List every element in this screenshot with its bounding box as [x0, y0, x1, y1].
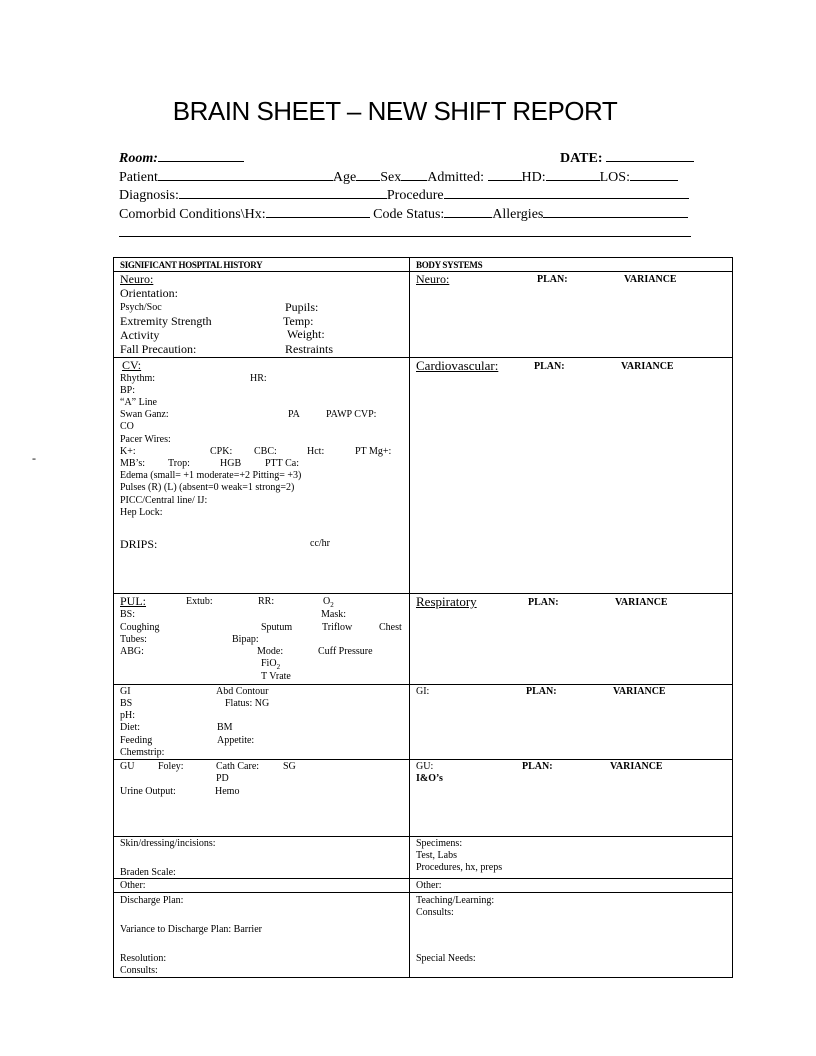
sex-field[interactable]	[401, 167, 427, 181]
hr-label: HR:	[250, 373, 267, 384]
cpk-label: CPK:	[210, 446, 233, 457]
pulses-label: Pulses (R) (L) (absent=0 weak=1 strong=2)	[120, 482, 295, 493]
page-title: BRAIN SHEET – NEW SHIFT REPORT	[172, 96, 618, 126]
date-label: DATE:	[560, 151, 603, 166]
variance-label: VARIANCE	[621, 361, 674, 372]
mode-label: Mode:	[257, 646, 284, 657]
row-divider	[114, 878, 732, 879]
header-underline	[119, 236, 691, 237]
age-field[interactable]	[356, 167, 380, 181]
io-label: I&O’s	[416, 773, 443, 784]
variance-label: VARIANCE	[615, 597, 668, 608]
restraints-label: Restraints	[285, 342, 333, 356]
hemo-label: Hemo	[215, 786, 240, 797]
code-status-field[interactable]	[444, 204, 492, 218]
room-label: Room:	[119, 151, 158, 166]
aline-label: “A” Line	[120, 397, 157, 408]
procedure-label: Procedure	[386, 188, 444, 203]
activity-label: Activity	[120, 328, 160, 342]
comorbid-row	[119, 204, 691, 223]
column-divider	[409, 258, 410, 977]
orientation-label: Orientation:	[120, 286, 178, 300]
pt-label: PT Mg+:	[355, 446, 392, 457]
variance-label: VARIANCE	[613, 686, 666, 697]
skin-label: Skin/dressing/incisions:	[120, 838, 216, 849]
plan-label: PLAN:	[528, 597, 559, 608]
hd-label: HD:	[521, 170, 546, 185]
braden-label: Braden Scale:	[120, 867, 176, 878]
variance-label: VARIANCE	[624, 274, 677, 285]
respiratory-title: Respiratory	[416, 594, 477, 609]
admitted-field[interactable]	[488, 167, 522, 181]
o2-text: O	[323, 596, 331, 607]
pa-label: PA	[288, 409, 300, 420]
hct-label: Hct:	[307, 446, 325, 457]
fio2-subscript: 2	[276, 663, 281, 671]
ptt-label: PTT Ca:	[265, 458, 299, 469]
rr-label: RR:	[258, 596, 275, 607]
tests-label: Test, Labs	[416, 850, 457, 861]
date-field[interactable]	[606, 148, 694, 162]
diagnosis-label: Diagnosis:	[119, 188, 179, 203]
plan-label: PLAN:	[522, 761, 553, 772]
co-label: CO	[120, 421, 134, 432]
pacer-label: Pacer Wires:	[120, 434, 171, 445]
pupils-label: Pupils:	[285, 300, 319, 314]
psych-label: Psych/Soc	[120, 302, 162, 313]
hgb-label: HGB	[220, 458, 242, 469]
gi-right-title: GI:	[416, 686, 430, 697]
cuff-label: Cuff Pressure	[318, 646, 373, 657]
procedure-field[interactable]	[444, 185, 689, 199]
mask-label: Mask:	[321, 609, 346, 620]
abd-label: Abd Contour	[216, 686, 269, 697]
fall-label: Fall Precaution:	[120, 342, 197, 356]
flatus-label: Flatus: NG	[225, 698, 270, 709]
edema-label: Edema (small= +1 moderate=+2 Pitting= +3)	[120, 470, 302, 481]
other-right-label: Other:	[416, 880, 442, 891]
diagnosis-field[interactable]	[179, 185, 387, 199]
k-label: K+:	[120, 446, 136, 457]
admitted-label: Admitted:	[427, 170, 484, 185]
o2-subscript: 2	[330, 601, 334, 609]
procedures-label: Procedures, hx, preps	[416, 862, 503, 873]
diet-label: Diet:	[120, 722, 140, 733]
cardiovascular-title: Cardiovascular:	[416, 358, 499, 373]
cbc-label: CBC:	[254, 446, 277, 457]
mbs-label: MB’s:	[120, 458, 146, 469]
allergies-field[interactable]	[543, 204, 688, 218]
cchr-label: cc/hr	[310, 538, 330, 549]
gi-title: GI	[120, 686, 131, 697]
triflow-label: Triflow	[322, 622, 353, 633]
row-divider	[114, 836, 732, 837]
gu-title: GU	[120, 761, 135, 772]
specimens-label: Specimens:	[416, 838, 463, 849]
plan-label: PLAN:	[526, 686, 557, 697]
sex-label: Sex	[380, 170, 402, 185]
foley-label: Foley:	[158, 761, 184, 772]
tvrate-label: T Vrate	[261, 671, 291, 682]
bm-label: BM	[217, 722, 233, 733]
cath-label: Cath Care:	[216, 761, 260, 772]
los-label: LOS:	[599, 170, 630, 185]
sg-label: SG	[283, 761, 296, 772]
extub-label: Extub:	[186, 596, 213, 607]
consults-left-label: Consults:	[120, 965, 158, 976]
feeding-label: Feeding	[120, 735, 153, 746]
fio2-text: FiO	[261, 658, 277, 669]
patient-row	[119, 167, 691, 186]
teaching-label: Teaching/Learning:	[416, 895, 495, 906]
hd-field[interactable]	[546, 167, 600, 181]
chemstrip-label: Chemstrip:	[120, 747, 165, 758]
chest-label: Chest	[379, 622, 402, 633]
special-needs-label: Special Needs:	[416, 953, 476, 964]
abg-label: ABG:	[120, 646, 144, 657]
swan-label: Swan Ganz:	[120, 409, 169, 420]
pul-title: PUL:	[120, 594, 147, 608]
coughing-label: Coughing	[120, 622, 160, 633]
age-label: Age	[332, 170, 357, 185]
room-date-row	[119, 148, 691, 167]
discharge-plan-label: Discharge Plan:	[120, 895, 184, 906]
cv-title: CV:	[122, 358, 142, 372]
resolution-label: Resolution:	[120, 953, 167, 964]
row-divider	[114, 759, 732, 760]
ph-label: pH:	[120, 710, 135, 721]
gu-right-title: GU:	[416, 761, 434, 772]
room-field[interactable]	[158, 148, 244, 162]
margin-mark: -	[32, 451, 36, 465]
consults-right-label: Consults:	[416, 907, 454, 918]
report-grid	[113, 257, 733, 978]
plan-label: PLAN:	[537, 274, 568, 285]
body-systems-header: BODY SYSTEMS	[416, 260, 483, 270]
weight-label: Weight:	[287, 327, 325, 341]
bipap-label: Bipap:	[232, 634, 259, 645]
allergies-label: Allergies	[492, 207, 544, 222]
comorbid-field[interactable]	[266, 204, 370, 218]
rhythm-label: Rhythm:	[120, 373, 156, 384]
sputum-label: Sputum	[261, 622, 293, 633]
extremity-label: Extremity Strength	[120, 314, 212, 328]
variance-label: VARIANCE	[610, 761, 663, 772]
patient-label: Patient	[119, 170, 158, 185]
row-divider	[114, 892, 732, 893]
row-divider	[114, 684, 732, 685]
trop-label: Trop:	[168, 458, 190, 469]
los-field[interactable]	[630, 167, 678, 181]
discharge-variance-label: Variance to Discharge Plan: Barrier	[120, 924, 262, 935]
diagnosis-row	[119, 185, 691, 204]
hep-lock-label: Hep Lock:	[120, 507, 163, 518]
picc-label: PICC/Central line/ IJ:	[120, 495, 208, 506]
neuro-title: Neuro:	[120, 272, 154, 286]
code-status-label: Code Status:	[373, 207, 445, 222]
pawp-label: PAWP CVP:	[326, 409, 377, 420]
comorbid-label: Comorbid Conditions\Hx:	[119, 207, 266, 222]
drips-label: DRIPS:	[120, 537, 158, 551]
tubes-label: Tubes:	[120, 634, 147, 645]
pd-label: PD	[216, 773, 229, 784]
patient-field[interactable]	[158, 167, 333, 181]
neuro-right-title: Neuro:	[416, 272, 450, 286]
bp-label: BP:	[120, 385, 136, 396]
urine-label: Urine Output:	[120, 786, 176, 797]
appetite-label: Appetite:	[217, 735, 255, 746]
bs-label: BS:	[120, 609, 136, 620]
plan-label: PLAN:	[534, 361, 565, 372]
gi-bs-label: BS	[120, 698, 133, 709]
temp-label: Temp:	[283, 314, 314, 328]
history-header: SIGNIFICANT HOSPITAL HISTORY	[120, 260, 263, 270]
other-left-label: Other:	[120, 880, 146, 891]
